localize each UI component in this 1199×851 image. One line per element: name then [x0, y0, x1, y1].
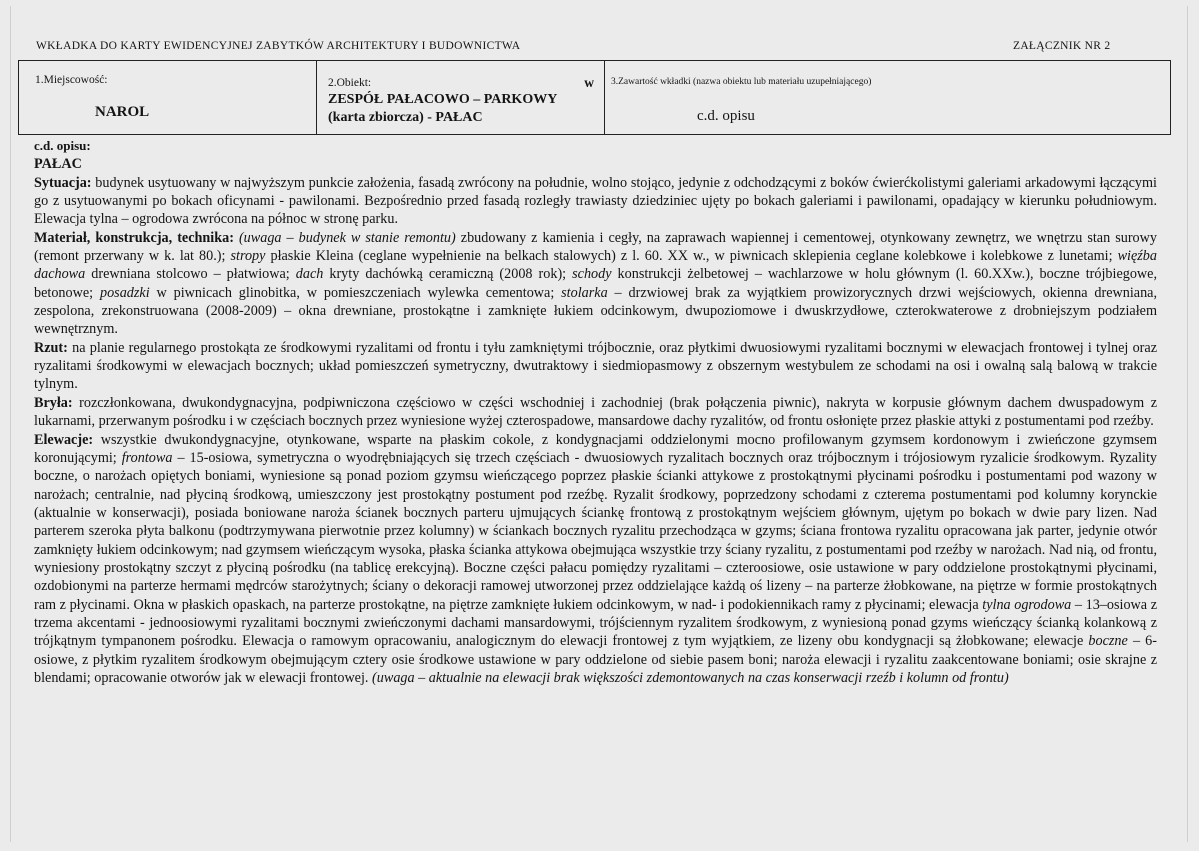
term-text: dach — [295, 266, 324, 283]
continuation-heading: c.d. opisu: — [34, 138, 91, 153]
paragraph-text: – 15-osiowa, symetryczna o wyodrębniających się trzech częściach - dwuosiowych ryzalitach bocznych oraz trójbocznym i trójosiowym ryzalicie środkowym. Ryzality boczne, o narożach opiętych boniami, wyniesione są ponad poziom gzymsu wieńczącego poprzez płaskie ścianki attykowe z prostokątnymi płycinami pośrodku i postumentami pod wazony w narożach; centralnie, nad płyciną środkową, umieszczony jest prostokątny postument pod rzeźbę. Ryzalit środkowy, poprzedzony schodami z czterema postumentami pod kolumny korynckie (aktualnie w konserwacji), posiada boniowane naroża ścianek bocznych parteru ujmujących ściankę frontową z prostokątnym wejściem głównym, ujętym po bokach w dwie pary lizen. Nad parterem szeroka płyta balkonu (podtrzymywana pierwotnie przez kolumny) w ściankach bocznych ryzalitu przechodząca w gzyms; ściana frontowa ryzalitu opracowana jak parter, jedynie otwór zamknięty łukiem odcinkowym; nad gzymsem wieńczącym wysoka, płaska ścianka attykowa obejmująca wszystkie trzy ściany ryzalitu, z postumentami pod rzeźby w narożach. Nad nią, od frontu, wyniesiony prostokątny szczyt z płyciną pośrodku (na tablicę erekcyjną). Boczne części pałacu pomiędzy ryzalitami – czteroosiowe, osie ustawione w pary oddzielone prostokątnymi płycinami, ozdobionymi na parterze hermami mędrców starożytnych; ściany o dekoracji ramowej utworzonej przez oddzielające każdą oś lizeny – na parterze żłobkowane, na piętrze w formie prostokątnych ram z płycinami. Okna w płaskich opaskach, na parterze prostokątne, na piętrze zamknięte łukiem odcinkowym, w nad- i podokiennikach ramy z płycinami; elewacja — [34, 449, 1157, 613]
paragraph-label: Elewacje: — [34, 431, 94, 448]
paragraph-text: rozczłonkowana, dwukondygnacyjna, podpiwniczona częściowo w części wschodniej i zachodniej (brak połączenia piwnic), nakryta w korpusie głównym dachem dwuspadowym z lukarnami, przerwanym pośrodku i w częściach bocznych przez wyniesione wyżej czterospadowe, mansardowe dachy ryzalitów, od frontu osłonięte przez płaskie attyki z postumentami pod rzeźby. — [34, 394, 1157, 430]
paragraph-text: wszystkie dwukondygnacyjne, otynkowane, wsparte na płaskim cokole, z kondygnacjami oddzielonymi mocno profilowanym gzymsem kordonowym i zwieńczone gzymsem koronującymi; — [34, 431, 1157, 466]
header-title: WKŁADKA DO KARTY EWIDENCYJNEJ ZABYTKÓW ARCHITEKTURY I BUDOWNICTWA — [36, 40, 521, 52]
term-text: boczne — [1088, 633, 1128, 650]
term-text: stolarka — [561, 284, 608, 301]
contents-label: 3.Zawartość wkładki (nazwa obiektu lub materiału uzupełniającego) — [611, 77, 872, 87]
paragraph-text: kryty dachówką ceramiczną (2008 rok); — [323, 266, 573, 283]
paragraph-text: konstrukcji żelbetowej – wachlarzowe w holu głównym (l. 60.XXw.), boczne trójbiegowe, betonowe; — [34, 266, 1158, 301]
paragraph-text: – drzwiowej brak za wyjątkiem prowizorycznych drzwi wejściowych, okienna drewniana, zespolona, zrekonstruowana (2008-2009) – okna drewniane, prostokątne i zamknięte łukiem odcinkowym, dwupoziomowe i dwuskrzydłowe, czterokwaterowe z drobniejszym podziałem wewnętrznym. — [34, 284, 1158, 338]
locality-cell — [19, 61, 317, 134]
paragraph-massing — [34, 394, 1157, 431]
object-cell — [317, 61, 605, 134]
object-label: 2.Obiekt: — [328, 77, 372, 89]
paragraph-label: Sytuacja: — [34, 174, 92, 191]
paragraph-text: – 6-osiowe, z płytkim ryzalitem środkowym obejmującym cztery osie środkowe ustawione w pary oddzielone od siebie pasem boni; naroża elewacji i ryzalitu zaakcentowane boniami; osie skrajne z blendami; opracowanie otworów jak w elewacji frontowej. — [34, 633, 1157, 686]
contents-value: c.d. opisu — [697, 108, 755, 124]
paragraph-location — [34, 174, 1157, 229]
paragraph-label: Materiał, konstrukcja, technika: — [34, 229, 234, 246]
attachment-number: ZAŁĄCZNIK NR 2 — [1013, 40, 1111, 52]
subject-heading: PAŁAC — [34, 156, 82, 173]
object-name-line1: ZESPÓŁ PAŁACOWO – PARKOWY — [328, 92, 558, 107]
term-text: posadzki — [99, 284, 150, 301]
term-text: stropy — [230, 248, 266, 265]
term-text: tylna ogrodowa — [982, 596, 1072, 613]
paragraph-elevations — [34, 431, 1157, 688]
term-text: więźba dachowa — [34, 248, 1157, 283]
object-name-line2: (karta zbiorcza) - PAŁAC — [328, 110, 483, 125]
note-text: (uwaga – aktualnie na elewacji brak większości zdemontowanych na czas konserwacji rzeźb i kolumn od frontu) — [372, 669, 1009, 686]
paragraph-text: drewniana stolcowo – płatwiowa; — [85, 266, 296, 283]
paragraph-text: płaskie Kleina (ceglane wypełnienie na belkach stalowych) z l. 60. XX w., w piwnicach sklepienia ceglane kolebkowe i kolebkowe z lunetami; — [265, 248, 1118, 265]
contents-cell — [605, 61, 1170, 134]
term-text: frontowa — [121, 449, 173, 466]
paragraph-text: w piwnicach glinobitka, w pomieszczeniach wylewka cementowa; — [149, 284, 562, 301]
paragraph-label: Bryła: — [34, 394, 73, 411]
paragraph-plan — [34, 339, 1157, 394]
paragraph-material — [34, 229, 1157, 339]
paragraph-text: – 13–osiowa z trzema akcentami - jednoosiowymi ryzalitami bocznymi zwieńczonymi dachami mansardowymi, trójściennym ryzalitem środkowym, z wyniesioną ponad gzyms wieńczący ścianką kolankową z trójkątnym tympanonem pośrodku. Elewacja o ramowym opracowaniu, analogicznym do elewacji frontowej z tym wyjątkiem, ze lizeny obu kondygnacji są żłobkowane; elewacje — [34, 596, 1157, 650]
paragraph-text: zbudowany z kamienia i cegły, na zaprawach wapiennej i cementowej, otynkowany zewnętrz, we wnętrzu stan surowy (remont przerwany w k. lat 80.); — [34, 229, 1157, 265]
paragraph-label: Rzut: — [34, 339, 68, 356]
locality-value: NAROL — [95, 104, 150, 120]
paragraph-text: na planie regularnego prostokąta ze środkowymi ryzalitami od frontu i tyłu zamkniętymi trójbocznie, oraz płytkimi dwuosiowymi ryzalitami bocznymi w elewacjach frontowej i tylnej oraz ryzalitami środkowymi w elewacjach bocznych; układ pomieszczeń symetryczny, dwutraktowy i siedmiopasmowy z obszernym westybulem ze schodami na osi i owalną salą balową w trakcie tylnym. — [34, 339, 1157, 393]
paragraph-text: budynek usytuowany w najwyższym punkcie założenia, fasadą zwrócony na południe, wolno stojąco, jedynie z odchodzącymi z boków ćwierćkolistymi galeriami arkadowymi łączącymi go z usytuowanymi po bokach oficynami - pawilonami. Bezpośrednio przed fasadą rozległy trawiasty dziedziniec ujęty po bokach galeriami i pawilonami, opadający w kierunku południowym. Elewacja tylna – ogrodowa zwrócona na północ w stronę parku. — [34, 174, 1157, 228]
term-text: schody — [572, 266, 612, 283]
description-body — [34, 137, 1157, 687]
locality-label: 1.Miejscowość: — [35, 74, 108, 86]
form-header-table — [18, 60, 1171, 135]
object-w: w — [584, 75, 594, 90]
note-text: (uwaga – budynek w stanie remontu) — [233, 229, 456, 246]
